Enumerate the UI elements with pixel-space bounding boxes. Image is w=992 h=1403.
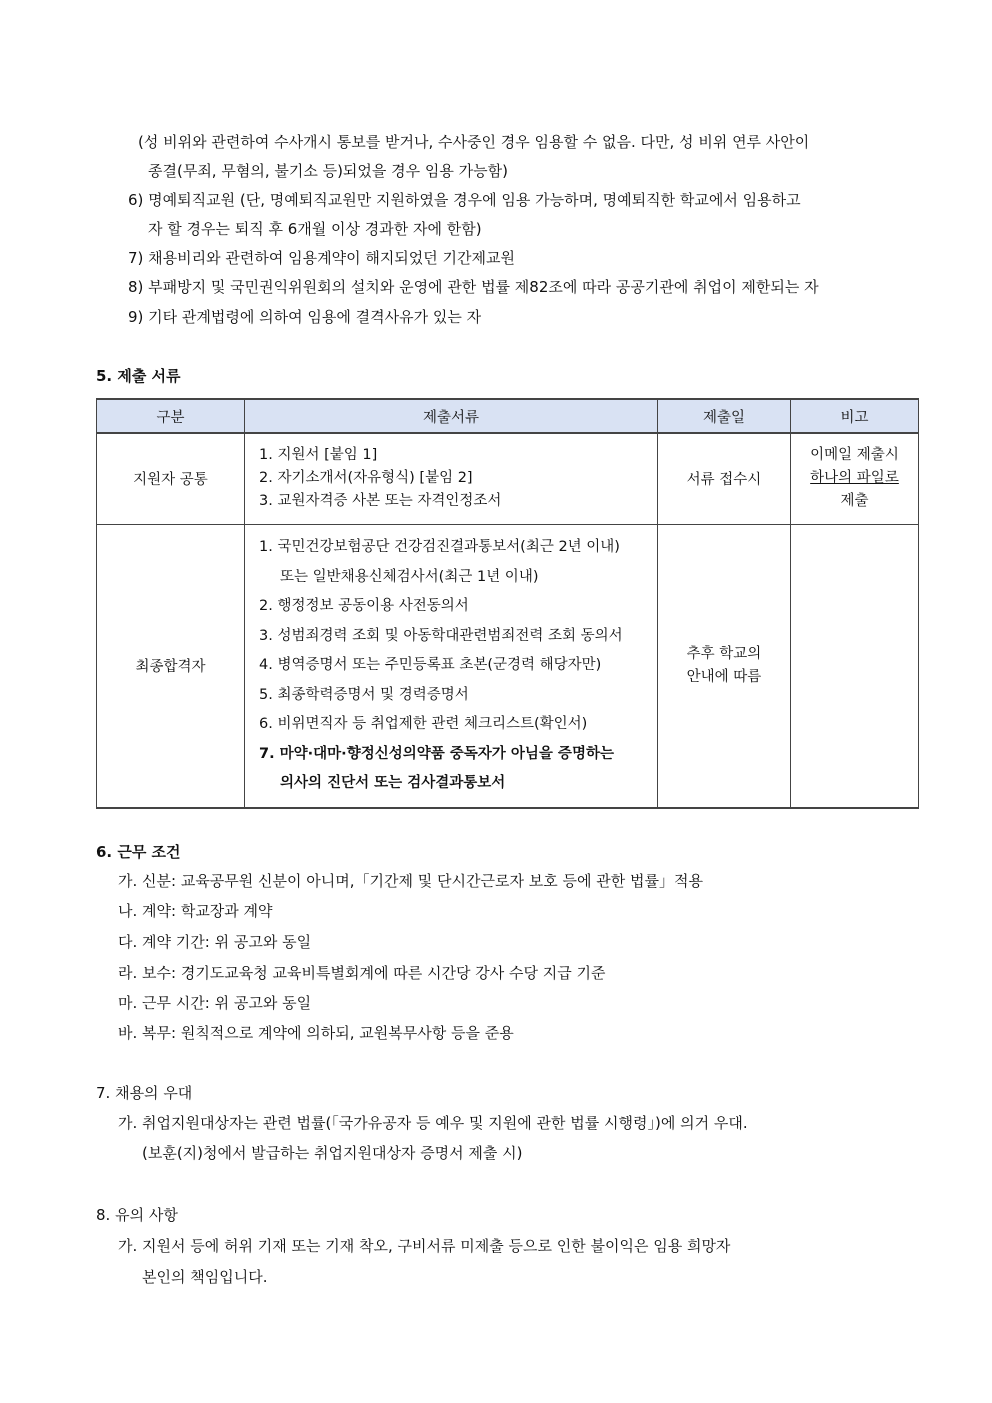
- table-header-cell: 제출서류: [245, 399, 658, 433]
- note-line-underlined: 하나의 파일로: [810, 470, 899, 487]
- table-header-row: [97, 399, 919, 433]
- table-row: [97, 433, 919, 524]
- document-item: 1. 국민건강보험공단 건강검진결과통보서(최근 2년 이내): [259, 539, 620, 555]
- notice-item-continuation: 본인의 책임입니다.: [142, 1268, 268, 1286]
- document-item: 3. 성범죄경력 조회 및 아동학대관련범죄전력 조회 동의서: [259, 627, 623, 644]
- list-item: 7) 채용비리와 관련하여 임용계약이 해지되었던 기간제교원: [128, 249, 515, 267]
- document-item: 2. 자기소개서(자유형식) [붙임 2]: [259, 470, 473, 487]
- document-item-bold: 7. 마약·대마·향정신성의약품 중독자가 아님을 증명하는: [259, 745, 614, 762]
- list-item-continuation: 자 할 경우는 퇴직 후 6개월 이상 경과한 자에 한함): [148, 220, 482, 238]
- document-item: 1. 지원서 [붙임 1]: [259, 447, 378, 464]
- category-cell: 최종합격자: [97, 524, 245, 808]
- list-item: 6) 명예퇴직교원 (단, 명예퇴직교원만 지원하였을 경우에 임용 가능하며, 명예퇴직한 학교에서 임용하고: [128, 191, 801, 209]
- note-cell: [791, 433, 919, 524]
- document-item: 6. 비위면직자 등 취업제한 관련 체크리스트(확인서): [259, 716, 588, 732]
- table-row: [97, 524, 919, 808]
- section-heading: 8. 유의 사항: [96, 1206, 178, 1224]
- section-heading: 7. 채용의 우대: [96, 1084, 193, 1102]
- notice-item: 가. 지원서 등에 허위 기재 또는 기재 착오, 구비서류 미제출 등으로 인한 불이익은 임용 희망자: [118, 1237, 731, 1255]
- condition-item: 바. 복무: 원칙적으로 계약에 의하되, 교원복무사항 등을 준용: [118, 1024, 514, 1042]
- list-item: 9) 기타 관계법령에 의하여 임용에 결격사유가 있는 자: [128, 308, 482, 326]
- list-continuation: (성 비위와 관련하여 수사개시 통보를 받거나, 수사중인 경우 임용할 수 없음. 다만, 성 비위 연루 사안이: [138, 133, 810, 151]
- date-cell: [658, 524, 791, 808]
- documents-cell: [245, 433, 658, 524]
- condition-item: 마. 근무 시간: 위 공고와 동일: [118, 994, 312, 1012]
- document-item-continuation: 또는 일반채용신체검사서(최근 1년 이내): [280, 568, 539, 585]
- preference-item: 가. 취업지원대상자는 관련 법률(「국가유공자 등 예우 및 지원에 관한 법률 시행령」)에 의거 우대.: [118, 1114, 748, 1132]
- document-item-bold-continuation: 의사의 진단서 또는 검사결과통보서: [280, 775, 506, 791]
- table-header-cell: 제출일: [658, 399, 791, 433]
- category-cell: 지원자 공통: [97, 433, 245, 524]
- note-cell: [791, 524, 919, 808]
- date-cell: 서류 접수시: [658, 433, 791, 524]
- document-item: 4. 병역증명서 또는 주민등록표 초본(군경력 해당자만): [259, 657, 602, 673]
- list-continuation: 종결(무죄, 무혐의, 불기소 등)되었을 경우 임용 가능함): [148, 162, 508, 180]
- date-line: 추후 학교의: [686, 645, 762, 662]
- documents-table: [96, 398, 919, 809]
- note-line: 이메일 제출시: [810, 447, 899, 464]
- condition-item: 다. 계약 기간: 위 공고와 동일: [118, 933, 312, 951]
- section-heading: 5. 제출 서류: [96, 367, 181, 385]
- note-line: 제출: [840, 493, 869, 510]
- document-item: 2. 행정정보 공동이용 사전동의서: [259, 598, 469, 614]
- list-item: 8) 부패방지 및 국민권익위원회의 설치와 운영에 관한 법률 제82조에 따라 공공기관에 취업이 제한되는 자: [128, 278, 819, 296]
- date-line: 안내에 따름: [686, 668, 762, 685]
- condition-item: 나. 계약: 학교장과 계약: [118, 902, 273, 920]
- preference-item-continuation: (보훈(지)청에서 발급하는 취업지원대상자 증명서 제출 시): [142, 1144, 523, 1162]
- section-heading: 6. 근무 조건: [96, 843, 181, 861]
- table-header-cell: 비고: [791, 399, 919, 433]
- condition-item: 가. 신분: 교육공무원 신분이 아니며,「기간제 및 단시간근로자 보호 등에 관한 법률」적용: [118, 872, 703, 890]
- documents-cell: [245, 524, 658, 808]
- table-header-cell: 구분: [97, 399, 245, 433]
- document-item: 5. 최종학력증명서 및 경력증명서: [259, 686, 469, 703]
- document-item: 3. 교원자격증 사본 또는 자격인정조서: [259, 493, 502, 510]
- condition-item: 라. 보수: 경기도교육청 교육비특별회계에 따른 시간당 강사 수당 지급 기준: [118, 964, 606, 982]
